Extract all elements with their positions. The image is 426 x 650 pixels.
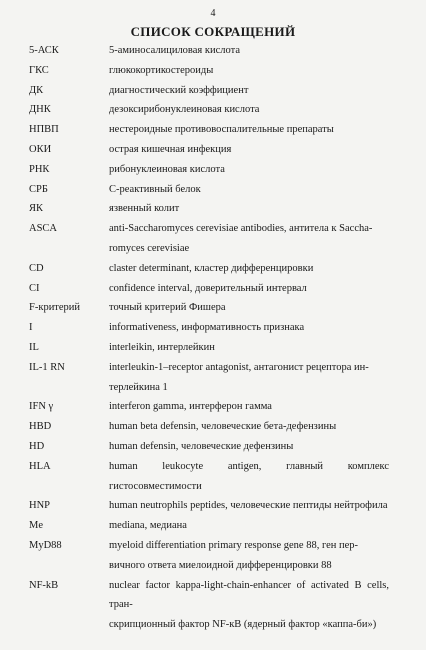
definition-line: human neutrophils peptides, человеческие пептиды нейтрофила bbox=[109, 500, 388, 512]
abbreviation-term: IFN γ bbox=[29, 401, 54, 413]
abbreviation-entry bbox=[29, 100, 389, 120]
abbreviation-definition bbox=[109, 437, 389, 457]
abbreviation-entry bbox=[29, 496, 389, 516]
abbreviation-term: ДНК bbox=[29, 104, 51, 116]
definition-line: interleikin, интерлейкин bbox=[109, 341, 215, 353]
abbreviation-definition bbox=[109, 338, 389, 358]
abbreviation-definition bbox=[109, 120, 389, 140]
abbreviation-entry bbox=[29, 536, 389, 576]
abbreviation-definition bbox=[109, 397, 389, 417]
abbreviation-entry bbox=[29, 120, 389, 140]
abbreviation-entry bbox=[29, 397, 389, 417]
definition-line: вичного ответа миелоидной дифференцировки 88 bbox=[109, 559, 332, 571]
abbreviation-definition bbox=[109, 457, 389, 497]
abbreviation-term: ОКИ bbox=[29, 143, 52, 155]
definition-line: mediana, медиана bbox=[109, 520, 187, 532]
abbreviation-term: ДК bbox=[29, 84, 44, 96]
abbreviation-term: HD bbox=[29, 440, 45, 452]
abbreviation-entry bbox=[29, 180, 389, 200]
definition-line: anti-Saccharomyces cerevisiae antibodies, антитела к Saccha- bbox=[109, 223, 373, 235]
abbreviation-term: НПВП bbox=[29, 124, 59, 136]
definition-line: human defensin, человеческие дефензины bbox=[109, 440, 294, 452]
abbreviation-definition bbox=[109, 160, 389, 180]
abbreviation-definition bbox=[109, 41, 389, 61]
definition-line: interleukin-1–receptor antagonist, антагонист рецептора ин- bbox=[109, 361, 369, 373]
abbreviation-definition bbox=[109, 100, 389, 120]
abbreviation-definition bbox=[109, 417, 389, 437]
abbreviation-entry bbox=[29, 576, 389, 635]
abbreviation-entry bbox=[29, 219, 389, 259]
definition-line: острая кишечная инфекция bbox=[109, 143, 232, 155]
abbreviation-term: NF-kB bbox=[29, 579, 59, 591]
abbreviation-term: HBD bbox=[29, 421, 52, 433]
abbreviation-entry bbox=[29, 516, 389, 536]
definition-line: nuclear factor kappa-light-chain-enhancer of activated B cells, тран- bbox=[109, 579, 389, 611]
abbreviation-definition bbox=[109, 199, 389, 219]
definition-line: confidence interval, доверительный интервал bbox=[109, 282, 307, 294]
page-title: СПИСОК СОКРАЩЕНИЙ bbox=[130, 24, 296, 39]
definition-line: claster determinant, кластер дифференцировки bbox=[109, 262, 314, 274]
abbreviation-entry bbox=[29, 81, 389, 101]
abbreviation-list bbox=[29, 41, 389, 635]
abbreviation-definition bbox=[109, 496, 389, 516]
definition-line: диагностический коэффициент bbox=[109, 84, 249, 96]
abbreviation-entry bbox=[29, 41, 389, 61]
abbreviation-term: CI bbox=[29, 282, 40, 294]
definition-line: глюкокортикостероиды bbox=[109, 64, 214, 76]
abbreviation-definition bbox=[109, 576, 389, 635]
abbreviation-entry bbox=[29, 259, 389, 279]
abbreviation-entry bbox=[29, 61, 389, 81]
abbreviation-term: ASCA bbox=[29, 223, 58, 235]
abbreviation-term: IL-1 RN bbox=[29, 361, 65, 373]
page-number: 4 bbox=[210, 8, 216, 19]
abbreviation-definition bbox=[109, 298, 389, 318]
abbreviation-term: HNP bbox=[29, 500, 51, 512]
abbreviation-term: HLA bbox=[29, 460, 51, 472]
abbreviation-term: I bbox=[29, 322, 33, 334]
abbreviation-term: IL bbox=[29, 341, 39, 353]
abbreviation-term: F-критерий bbox=[29, 302, 81, 314]
definition-line: myeloid differentiation primary response gene 88, ген пер- bbox=[109, 539, 359, 551]
abbreviation-definition bbox=[109, 219, 389, 259]
definition-line: informativeness, информативность признака bbox=[109, 322, 305, 334]
abbreviation-definition bbox=[109, 140, 389, 160]
abbreviation-term: MyD88 bbox=[29, 539, 62, 551]
abbreviation-entry bbox=[29, 160, 389, 180]
abbreviation-term: ГКС bbox=[29, 64, 49, 76]
definition-line: язвенный колит bbox=[109, 203, 180, 215]
abbreviation-term: ЯК bbox=[29, 203, 44, 215]
abbreviation-entry bbox=[29, 298, 389, 318]
definition-line: human beta defensin, человеческие бета-дефензины bbox=[109, 421, 337, 433]
abbreviation-definition bbox=[109, 279, 389, 299]
abbreviation-definition bbox=[109, 180, 389, 200]
abbreviation-entry bbox=[29, 318, 389, 338]
abbreviation-term: Me bbox=[29, 520, 43, 532]
abbreviation-definition bbox=[109, 81, 389, 101]
definition-line: рибонуклеиновая кислота bbox=[109, 163, 225, 175]
definition-line: С-реактивный белок bbox=[109, 183, 201, 195]
abbreviation-definition bbox=[109, 516, 389, 536]
definition-line: скрипционный фактор NF-кB (ядерный фактор «каппа-би») bbox=[109, 619, 377, 631]
abbreviation-definition bbox=[109, 259, 389, 279]
abbreviation-definition bbox=[109, 358, 389, 398]
definition-line: дезоксирибонуклеиновая кислота bbox=[109, 104, 260, 116]
abbreviation-term: РНК bbox=[29, 163, 50, 175]
abbreviation-definition bbox=[109, 318, 389, 338]
abbreviation-definition bbox=[109, 536, 389, 576]
definition-line: 5-аминосалициловая кислота bbox=[109, 45, 240, 56]
definition-line: human leukocyte antigen, главный комплекс гистосовместимости bbox=[109, 460, 389, 492]
abbreviation-entry bbox=[29, 199, 389, 219]
abbreviation-entry bbox=[29, 338, 389, 358]
abbreviation-entry bbox=[29, 279, 389, 299]
abbreviation-entry bbox=[29, 140, 389, 160]
definition-line: romyces cerevisiae bbox=[109, 242, 190, 254]
abbreviation-term: СРБ bbox=[29, 183, 48, 195]
abbreviation-entry bbox=[29, 457, 389, 497]
definition-line: interferon gamma, интерферон гамма bbox=[109, 401, 272, 413]
abbreviation-entry bbox=[29, 437, 389, 457]
abbreviation-term: CD bbox=[29, 262, 44, 274]
definition-line: терлейкина 1 bbox=[109, 381, 168, 393]
abbreviation-entry bbox=[29, 417, 389, 437]
abbreviation-definition bbox=[109, 61, 389, 81]
abbreviation-term: 5-АСК bbox=[29, 45, 59, 56]
definition-line: точный критерий Фишера bbox=[109, 302, 226, 314]
definition-line: нестероидные противовоспалительные препараты bbox=[109, 124, 334, 136]
abbreviation-entry bbox=[29, 358, 389, 398]
